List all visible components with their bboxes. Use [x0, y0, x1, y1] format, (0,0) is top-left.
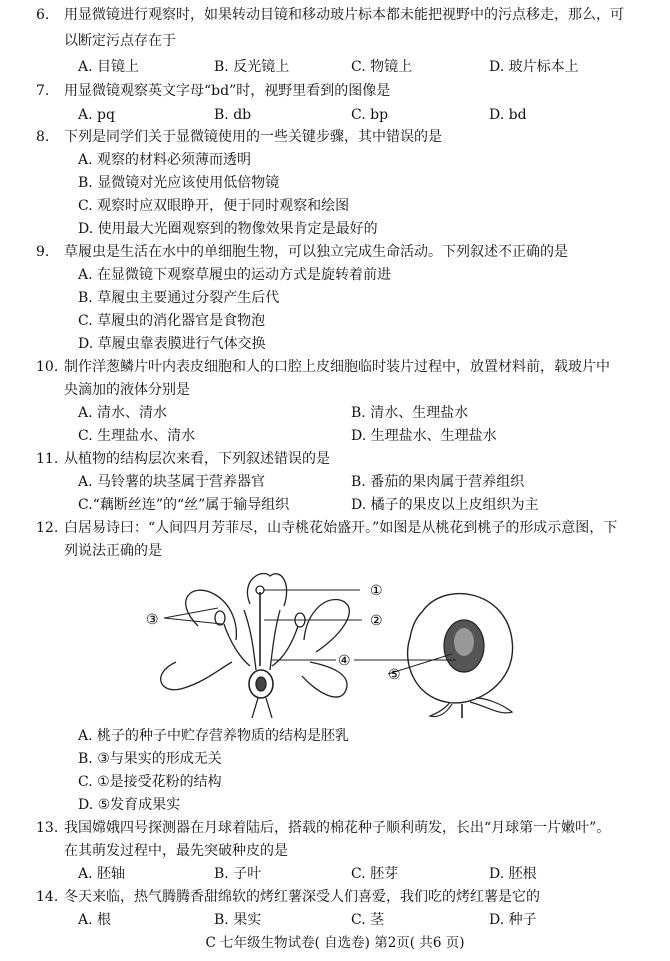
q13-number: 13. — [36, 820, 59, 836]
q10-number: 10. — [36, 359, 59, 375]
q9-stem: 草履虫是生活在水中的单细胞生物，可以独立完成生命活动。下列叙述不正确的是 — [64, 244, 568, 260]
q7-option-c: C. bp — [351, 107, 389, 123]
q13-option-a: A. 胚轴 — [78, 866, 126, 882]
q8-option-a: A. 观察的材料必须薄而透明 — [78, 152, 252, 168]
q8-option-b: B. 显微镜对光应该使用低倍物镜 — [78, 175, 280, 191]
q6-stem-line2: 以断定污点存在于 — [64, 33, 176, 49]
q9-number: 9. — [36, 244, 50, 260]
q13-stem-line1: 我国嫦娥四号探测器在月球着陆后，搭载的棉花种子顺利萌发，长出“月球第一片嫩叶”。 — [64, 820, 611, 836]
q12-option-c: C. ①是接受花粉的结构 — [78, 774, 222, 790]
q11-option-b: B. 番茄的果肉属于营养组织 — [351, 474, 525, 490]
q6-option-a: A. 目镜上 — [78, 59, 140, 75]
q10-option-a: A. 清水、清水 — [78, 405, 168, 421]
q7-stem: 用显微镜观察英文字母“bd”时，视野里看到的图像是 — [64, 83, 391, 99]
figure-label-1: ① — [370, 583, 383, 599]
q14-option-a: A. 根 — [78, 912, 112, 928]
q9-option-a: A. 在显微镜下观察草履虫的运动方式是旋转着前进 — [78, 267, 392, 283]
q14-option-b: B. 果实 — [214, 912, 262, 928]
q11-option-c: C.“藕断丝连”的“丝”属于输导组织 — [78, 497, 290, 513]
q11-number: 11. — [36, 451, 59, 467]
q14-number: 14. — [36, 889, 59, 905]
q9-option-c: C. 草履虫的消化器官是食物泡 — [78, 313, 266, 329]
q10-option-c: C. 生理盐水、清水 — [78, 428, 196, 444]
q9-option-b: B. 草履虫主要通过分裂产生后代 — [78, 290, 280, 306]
q13-option-c: C. 胚芽 — [351, 866, 399, 882]
q7-number: 7. — [36, 83, 50, 99]
q13-stem-line2: 在其萌发过程中，最先突破种皮的是 — [64, 843, 288, 859]
q11-option-d: D. 橘子的果皮以上皮组织为主 — [351, 497, 539, 513]
flower-drawing — [161, 574, 350, 718]
q8-stem: 下列是同学们关于显微镜使用的一些关键步骤，其中错误的是 — [64, 129, 442, 145]
q14-option-d: D. 种子 — [489, 912, 537, 928]
page-footer: C 七年级生物试卷( 自选卷) 第2页( 共6 页) — [205, 935, 465, 951]
q10-stem-line1: 制作洋葱鳞片叶内表皮细胞和人的口腔上皮细胞临时装片过程中，放置材料前，载玻片中 — [64, 359, 610, 375]
q9-option-d: D. 草履虫靠表膜进行气体交换 — [78, 336, 266, 352]
leader-lines — [164, 590, 456, 674]
figure-label-5: ⑤ — [388, 667, 401, 683]
q7-option-a: A. pq — [78, 107, 115, 123]
q13-option-d: D. 胚根 — [489, 866, 537, 882]
q6-number: 6. — [36, 7, 50, 23]
figure-label-4: ④ — [338, 653, 351, 669]
peach-flower-fruit-figure — [140, 566, 530, 718]
q12-option-a: A. 桃子的种子中贮存营养物质的结构是胚乳 — [78, 728, 350, 744]
q11-option-a: A. 马铃薯的块茎属于营养器官 — [78, 474, 266, 490]
q11-stem: 从植物的结构层次来看，下列叙述错误的是 — [64, 451, 330, 467]
q6-option-b: B. 反光镜上 — [214, 59, 290, 75]
figure-label-2: ② — [370, 613, 383, 629]
q10-option-d: D. 生理盐水、生理盐水 — [351, 428, 497, 444]
q12-stem-line1: 白居易诗曰：“人间四月芳菲尽，山寺桃花始盛开。”如图是从桃花到桃子的形成示意图，下 — [64, 520, 618, 536]
q13-option-b: B. 子叶 — [214, 866, 262, 882]
q6-option-d: D. 玻片标本上 — [489, 59, 579, 75]
q12-option-b: B. ③与果实的形成无关 — [78, 751, 222, 767]
q7-option-d: D. bd — [489, 107, 527, 123]
q10-option-b: B. 清水、生理盐水 — [351, 405, 469, 421]
figure-label-3: ③ — [146, 612, 159, 628]
peach-drawing — [408, 594, 513, 718]
q7-option-b: B. db — [214, 107, 252, 123]
q14-stem: 冬天来临，热气腾腾香甜绵软的烤红薯深受人们喜爱，我们吃的烤红薯是它的 — [64, 889, 540, 905]
q8-option-d: D. 使用最大光圈观察到的物像效果肯定是最好的 — [78, 221, 378, 237]
q6-option-c: C. 物镜上 — [351, 59, 413, 75]
q14-option-c: C. 茎 — [351, 912, 385, 928]
q12-number: 12. — [36, 520, 59, 536]
q12-stem-line2: 列说法正确的是 — [64, 543, 162, 559]
q10-stem-line2: 央滴加的液体分别是 — [64, 382, 190, 398]
flower-to-peach-diagram — [140, 566, 530, 718]
q8-option-c: C. 观察时应双眼睁开，便于同时观察和绘图 — [78, 198, 350, 214]
q8-number: 8. — [36, 129, 50, 145]
q12-option-d: D. ⑤发育成果实 — [78, 797, 181, 813]
q6-stem-line1: 用显微镜进行观察时，如果转动目镜和移动玻片标本都未能把视野中的污点移走，那么，可 — [64, 7, 624, 23]
